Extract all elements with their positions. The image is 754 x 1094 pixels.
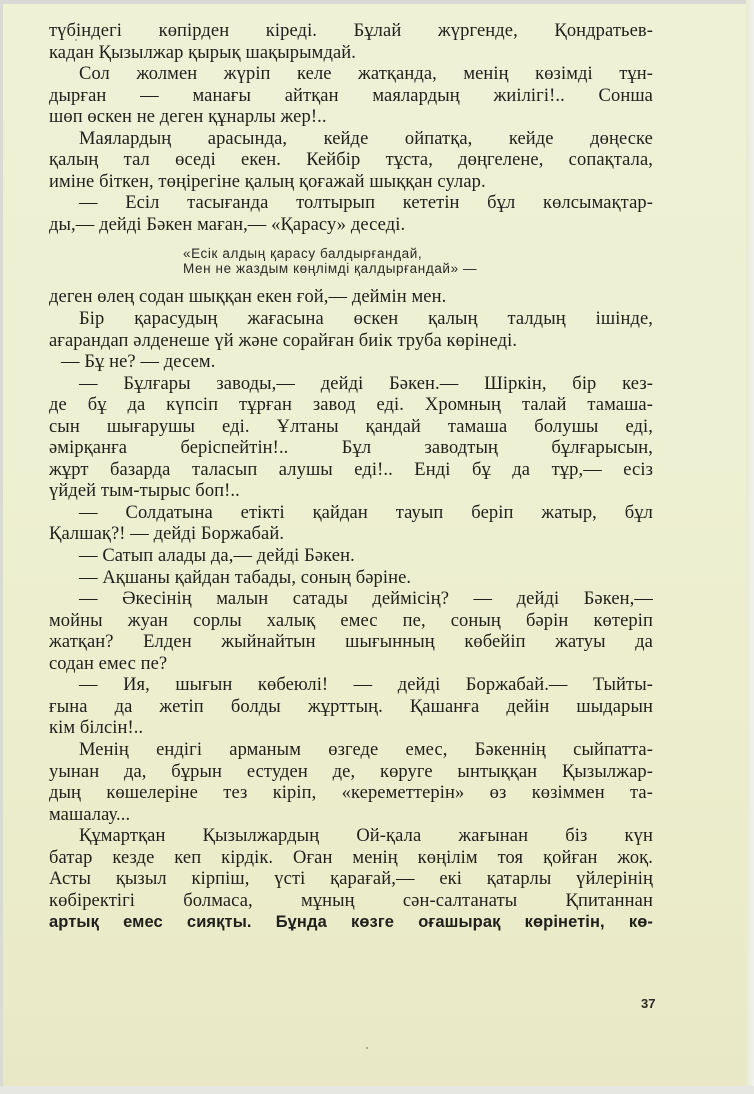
dialogue-line: — Сатып алады да,— дейді Бәкен. (79, 546, 355, 567)
text-line: көбіректігі болмаса, мұның сән-салтанаты Қпитаннан (49, 890, 653, 911)
text-line: дырған — манағы айтқан маялардың жиілігі!.. Сонша (49, 85, 653, 106)
poem-line: Мен не жаздым көңлімді қалдырғандай» — (183, 261, 478, 277)
dialogue-line: — Бұ не? — десем. (61, 352, 216, 373)
text-line: Сол жолмен жүріп келе жатқанда, менің көзімді тұн- (79, 64, 653, 85)
page-number: 37 (641, 996, 656, 1011)
text-line: түбіндегі көпірден кіреді. Бұлай жүргенде, Қондратьев- (49, 21, 653, 41)
poem-line: «Есік алдың қарасу балдырғандай, (183, 246, 423, 262)
text-line: мойны жуан сорлы халық емес пе, соның бәрін көтеріп (49, 610, 653, 631)
text-line: деген өлең содан шыққан екен ғой,— деймін мен. (49, 287, 447, 308)
text-line: машалау... (49, 804, 131, 825)
text-line: қалың тал өседі екен. Кейбір тұста, дөңгелене, сопақтала, (49, 150, 653, 171)
paper-speck (366, 1047, 368, 1049)
text-line: содан емес пе? (49, 653, 168, 674)
text-line: шөп өскен не деген құнарлы жер!.. (49, 107, 327, 128)
dialogue-line: — Бұлғары заводы,— дейді Бәкен.— Шіркін, бір кез- (79, 373, 653, 394)
text-line: артық емес сияқты. Бұнда көзге оғашырақ көрінетін, кө- (49, 913, 653, 932)
page-edge-right (746, 0, 754, 1094)
text-line: иміне біткен, төңірегіне қалың қоғажай шыққан сулар. (49, 171, 486, 192)
dialogue-line: — Ақшаны қайдан табады, соның бәріне. (79, 567, 412, 588)
text-line: Қалшақ?! — дейді Боржабай. (49, 524, 285, 545)
text-line: жұрт базарда таласып алушы еді!.. Енді бұ да тұр,— есіз (49, 459, 653, 480)
text-line: кім білсін!.. (49, 718, 144, 739)
dialogue-line: — Әкесінің малын сатады деймісің? — дейді Бәкен,— (79, 589, 653, 610)
text-line: Құмартқан Қызылжардың Ой-қала жағынан біз күн (79, 826, 653, 847)
text-line: кадан Қызылжар қырық шақырымдай. (49, 42, 356, 63)
text-line: Бір қарасудың жағасына өскен қалың талдың ішінде, (79, 309, 653, 330)
text-line: ағарандап әлденеше үй және сорайған биік труба көрінеді. (49, 330, 518, 351)
text-line: Менің ендігі арманым өзгеде емес, Бәкеннің сыйпатта- (79, 739, 653, 760)
text-line: батар кезде кеп кірдік. Оған менің көңілім тоя қойған жоқ. (49, 847, 653, 868)
poem-quote (49, 246, 653, 276)
text-line: ды,— дейді Бәкен маған,— «Қарасу» деседі. (49, 214, 406, 235)
dialogue-line: — Ия, шығын көбеюлі! — дейді Боржабай.— Тыйты- (79, 675, 653, 696)
dialogue-line: — Солдатына етікті қайдан тауып беріп жатыр, бұл (79, 502, 653, 523)
text-line: де бұ да күпсіп тұрған завод еді. Хромның талай тамаша- (49, 395, 653, 416)
text-line: ғына да жетіп болды жұрттың. Қашанға дейін шыдарын (49, 696, 653, 717)
text-line: әмірқанға беріспейтін!.. Бұл заводтың бұлғарысын, (49, 438, 653, 459)
text-line: дың көшелеріне тез кіріп, «кереметтерін» өз көзіммен та- (49, 783, 653, 804)
page-body-text (49, 21, 653, 934)
text-line: сын шығарушы еді. Ұлтаны қандай тамаша болушы еді, (49, 416, 653, 437)
text-line: Асты қызыл кірпіш, үсті қарағай,— екі қатарлы үйлерінің (49, 869, 653, 890)
text-line: Маялардың арасында, кейде ойпатқа, кейде дөңеске (79, 128, 653, 149)
page-edge-bottom (0, 1086, 754, 1094)
text-line: уынан да, бұрын естуден де, көруге ынтыққан Қызылжар- (49, 761, 653, 782)
text-line: жатқан? Елден жыйнайтын шығынның көбейіп жатуы да (49, 632, 653, 653)
text-line: үйдей тым-тырыс боп!.. (49, 481, 240, 502)
text-line: — Есіл тасығанда толтырып кететін бұл көлсымақтар- (79, 193, 653, 214)
